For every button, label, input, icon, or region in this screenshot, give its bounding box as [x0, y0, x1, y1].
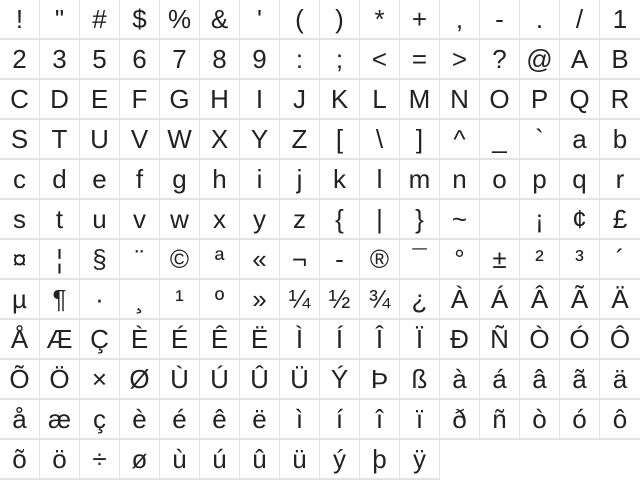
glyph-cell[interactable]: ß: [400, 360, 440, 400]
glyph-cell[interactable]: {: [320, 200, 360, 240]
glyph-cell[interactable]: è: [120, 400, 160, 440]
glyph-cell[interactable]: d: [40, 160, 80, 200]
glyph-cell[interactable]: R: [600, 80, 640, 120]
glyph-cell[interactable]: n: [440, 160, 480, 200]
glyph-cell[interactable]: µ: [0, 280, 40, 320]
glyph-cell[interactable]: J: [280, 80, 320, 120]
empty-area: [520, 440, 560, 480]
glyph-cell[interactable]: B: [600, 40, 640, 80]
glyph-cell[interactable]: ä: [600, 360, 640, 400]
glyph-cell[interactable]: §: [80, 240, 120, 280]
glyph-cell[interactable]: «: [240, 240, 280, 280]
glyph-cell[interactable]: X: [200, 120, 240, 160]
glyph-cell[interactable]: ó: [560, 400, 600, 440]
glyph-cell[interactable]: Ã: [560, 280, 600, 320]
glyph-cell[interactable]: å: [0, 400, 40, 440]
glyph-cell[interactable]: 5: [80, 40, 120, 80]
glyph-cell[interactable]: Ó: [560, 320, 600, 360]
glyph-cell[interactable]: õ: [0, 440, 40, 480]
glyph-cell[interactable]: y: [240, 200, 280, 240]
glyph-cell[interactable]: Ø: [120, 360, 160, 400]
glyph-cell[interactable]: à: [440, 360, 480, 400]
glyph-cell[interactable]: ì: [280, 400, 320, 440]
glyph-cell[interactable]: b: [600, 120, 640, 160]
glyph-cell[interactable]: S: [0, 120, 40, 160]
glyph-cell[interactable]: c: [0, 160, 40, 200]
glyph-cell[interactable]: ^: [440, 120, 480, 160]
glyph-cell[interactable]: Î: [360, 320, 400, 360]
glyph-cell[interactable]: À: [440, 280, 480, 320]
glyph-cell[interactable]: ×: [80, 360, 120, 400]
glyph-cell[interactable]: ¶: [40, 280, 80, 320]
glyph-cell[interactable]: ¤: [0, 240, 40, 280]
glyph-cell[interactable]: I: [240, 80, 280, 120]
glyph-cell[interactable]: -: [480, 0, 520, 40]
glyph-cell[interactable]: l: [360, 160, 400, 200]
glyph-cell[interactable]: Z: [280, 120, 320, 160]
glyph-cell[interactable]: Ì: [280, 320, 320, 360]
glyph-cell[interactable]: _: [480, 120, 520, 160]
glyph-cell[interactable]: ë: [240, 400, 280, 440]
glyph-cell[interactable]: Ï: [400, 320, 440, 360]
glyph-cell[interactable]: v: [120, 200, 160, 240]
glyph-cell[interactable]: ': [240, 0, 280, 40]
glyph-cell[interactable]: É: [160, 320, 200, 360]
glyph-cell[interactable]: >: [440, 40, 480, 80]
glyph-cell[interactable]: Ä: [600, 280, 640, 320]
glyph-cell[interactable]: D: [40, 80, 80, 120]
glyph-cell[interactable]: h: [200, 160, 240, 200]
glyph-cell[interactable]: ý: [320, 440, 360, 480]
glyph-cell[interactable]: Á: [480, 280, 520, 320]
glyph-cell[interactable]: ¦: [40, 240, 80, 280]
glyph-cell[interactable]: ù: [160, 440, 200, 480]
glyph-cell[interactable]: 2: [0, 40, 40, 80]
glyph-cell[interactable]: (: [280, 0, 320, 40]
glyph-cell[interactable]: T: [40, 120, 80, 160]
glyph-cell[interactable]: ;: [320, 40, 360, 80]
glyph-cell[interactable]: 8: [200, 40, 240, 80]
glyph-cell[interactable]: m: [400, 160, 440, 200]
glyph-cell[interactable]: :: [280, 40, 320, 80]
glyph-cell[interactable]: Ú: [200, 360, 240, 400]
glyph-cell[interactable]: Û: [240, 360, 280, 400]
glyph-cell[interactable]: ±: [480, 240, 520, 280]
glyph-cell[interactable]: Þ: [360, 360, 400, 400]
glyph-cell[interactable]: P: [520, 80, 560, 120]
glyph-cell[interactable]: s: [0, 200, 40, 240]
glyph-cell[interactable]: Æ: [40, 320, 80, 360]
glyph-cell[interactable]: ¬: [280, 240, 320, 280]
glyph-cell[interactable]: ø: [120, 440, 160, 480]
glyph-cell[interactable]: j: [280, 160, 320, 200]
glyph-cell[interactable]: Õ: [0, 360, 40, 400]
glyph-cell[interactable]: i: [240, 160, 280, 200]
glyph-cell[interactable]: ¡: [520, 200, 560, 240]
glyph-cell[interactable]: á: [480, 360, 520, 400]
glyph-cell[interactable]: ã: [560, 360, 600, 400]
glyph-cell[interactable]: ç: [80, 400, 120, 440]
glyph-cell[interactable]: L: [360, 80, 400, 120]
glyph-cell[interactable]: ö: [40, 440, 80, 480]
glyph-cell[interactable]: ¿: [400, 280, 440, 320]
glyph-cell[interactable]: a: [560, 120, 600, 160]
glyph-cell[interactable]: ): [320, 0, 360, 40]
glyph-cell[interactable]: ´: [600, 240, 640, 280]
glyph-cell[interactable]: F: [120, 80, 160, 120]
glyph-cell[interactable]: ¸: [120, 280, 160, 320]
glyph-cell[interactable]: 9: [240, 40, 280, 80]
glyph-cell[interactable]: Ý: [320, 360, 360, 400]
glyph-cell[interactable]: A: [560, 40, 600, 80]
glyph-cell[interactable]: ¾: [360, 280, 400, 320]
glyph-cell[interactable]: ô: [600, 400, 640, 440]
glyph-cell[interactable]: q: [560, 160, 600, 200]
glyph-cell[interactable]: °: [440, 240, 480, 280]
glyph-cell[interactable]: â: [520, 360, 560, 400]
glyph-cell[interactable]: @: [520, 40, 560, 80]
glyph-cell[interactable]: Ð: [440, 320, 480, 360]
glyph-cell[interactable]: î: [360, 400, 400, 440]
glyph-cell[interactable]: ®: [360, 240, 400, 280]
glyph-cell[interactable]: w: [160, 200, 200, 240]
glyph-cell[interactable]: #: [80, 0, 120, 40]
glyph-cell[interactable]: ê: [200, 400, 240, 440]
glyph-cell[interactable]: Ù: [160, 360, 200, 400]
glyph-cell[interactable]: Y: [240, 120, 280, 160]
glyph-cell[interactable]: H: [200, 80, 240, 120]
glyph-cell[interactable]: e: [80, 160, 120, 200]
glyph-cell-blank[interactable]: [480, 200, 520, 240]
glyph-cell[interactable]: Â: [520, 280, 560, 320]
glyph-cell[interactable]: é: [160, 400, 200, 440]
glyph-cell[interactable]: æ: [40, 400, 80, 440]
glyph-cell[interactable]: í: [320, 400, 360, 440]
glyph-cell[interactable]: ¯: [400, 240, 440, 280]
glyph-cell[interactable]: È: [120, 320, 160, 360]
glyph-cell[interactable]: ²: [520, 240, 560, 280]
glyph-cell[interactable]: ¹: [160, 280, 200, 320]
glyph-cell[interactable]: p: [520, 160, 560, 200]
glyph-cell[interactable]: ³: [560, 240, 600, 280]
glyph-cell[interactable]: ª: [200, 240, 240, 280]
glyph-cell[interactable]: U: [80, 120, 120, 160]
glyph-cell[interactable]: !: [0, 0, 40, 40]
glyph-cell[interactable]: ÷: [80, 440, 120, 480]
glyph-cell[interactable]: z: [280, 200, 320, 240]
glyph-cell[interactable]: ñ: [480, 400, 520, 440]
glyph-cell[interactable]: *: [360, 0, 400, 40]
glyph-cell[interactable]: ©: [160, 240, 200, 280]
glyph-cell[interactable]: &: [200, 0, 240, 40]
glyph-cell[interactable]: g: [160, 160, 200, 200]
glyph-cell[interactable]: [: [320, 120, 360, 160]
glyph-cell[interactable]: ú: [200, 440, 240, 480]
glyph-cell[interactable]: <: [360, 40, 400, 80]
glyph-cell[interactable]: Ë: [240, 320, 280, 360]
glyph-cell[interactable]: `: [520, 120, 560, 160]
glyph-cell[interactable]: N: [440, 80, 480, 120]
glyph-cell[interactable]: ·: [80, 280, 120, 320]
glyph-cell[interactable]: 3: [40, 40, 80, 80]
glyph-cell[interactable]: ,: [440, 0, 480, 40]
glyph-cell[interactable]: O: [480, 80, 520, 120]
glyph-cell[interactable]: $: [120, 0, 160, 40]
glyph-cell[interactable]: 7: [160, 40, 200, 80]
glyph-cell[interactable]: t: [40, 200, 80, 240]
glyph-cell[interactable]: Q: [560, 80, 600, 120]
glyph-cell[interactable]: /: [560, 0, 600, 40]
glyph-cell[interactable]: ü: [280, 440, 320, 480]
glyph-cell[interactable]: ¼: [280, 280, 320, 320]
glyph-cell[interactable]: C: [0, 80, 40, 120]
glyph-cell[interactable]: Ò: [520, 320, 560, 360]
glyph-cell[interactable]: %: [160, 0, 200, 40]
glyph-cell[interactable]: ½: [320, 280, 360, 320]
glyph-cell[interactable]: +: [400, 0, 440, 40]
glyph-cell[interactable]: Ç: [80, 320, 120, 360]
glyph-cell[interactable]: f: [120, 160, 160, 200]
glyph-cell[interactable]: Ô: [600, 320, 640, 360]
glyph-cell[interactable]: G: [160, 80, 200, 120]
glyph-cell[interactable]: k: [320, 160, 360, 200]
glyph-cell[interactable]: 1: [600, 0, 640, 40]
glyph-cell[interactable]: Ñ: [480, 320, 520, 360]
glyph-cell[interactable]: 6: [120, 40, 160, 80]
glyph-cell[interactable]: ¢: [560, 200, 600, 240]
glyph-cell[interactable]: r: [600, 160, 640, 200]
glyph-cell[interactable]: ð: [440, 400, 480, 440]
empty-area: [480, 440, 520, 480]
glyph-cell[interactable]: -: [320, 240, 360, 280]
glyph-cell[interactable]: E: [80, 80, 120, 120]
glyph-cell[interactable]: u: [80, 200, 120, 240]
glyph-cell[interactable]: }: [400, 200, 440, 240]
glyph-cell[interactable]: Å: [0, 320, 40, 360]
glyph-cell[interactable]: ï: [400, 400, 440, 440]
glyph-cell[interactable]: Ü: [280, 360, 320, 400]
glyph-cell[interactable]: »: [240, 280, 280, 320]
empty-area: [560, 440, 600, 480]
glyph-cell[interactable]: V: [120, 120, 160, 160]
glyph-cell[interactable]: ~: [440, 200, 480, 240]
glyph-cell[interactable]: o: [480, 160, 520, 200]
glyph-cell[interactable]: \: [360, 120, 400, 160]
glyph-cell[interactable]: º: [200, 280, 240, 320]
glyph-cell[interactable]: ": [40, 0, 80, 40]
glyph-cell[interactable]: þ: [360, 440, 400, 480]
glyph-cell[interactable]: ]: [400, 120, 440, 160]
glyph-cell[interactable]: |: [360, 200, 400, 240]
glyph-cell[interactable]: .: [520, 0, 560, 40]
glyph-cell[interactable]: ò: [520, 400, 560, 440]
glyph-cell[interactable]: =: [400, 40, 440, 80]
glyph-cell[interactable]: ¨: [120, 240, 160, 280]
glyph-cell[interactable]: Í: [320, 320, 360, 360]
glyph-cell[interactable]: £: [600, 200, 640, 240]
glyph-cell[interactable]: W: [160, 120, 200, 160]
glyph-cell[interactable]: x: [200, 200, 240, 240]
glyph-cell[interactable]: K: [320, 80, 360, 120]
glyph-cell[interactable]: ?: [480, 40, 520, 80]
glyph-cell[interactable]: M: [400, 80, 440, 120]
empty-area: [440, 440, 480, 480]
empty-area: [600, 440, 640, 480]
glyph-cell[interactable]: û: [240, 440, 280, 480]
glyph-cell[interactable]: Ê: [200, 320, 240, 360]
glyph-cell[interactable]: ÿ: [400, 440, 440, 480]
glyph-cell[interactable]: Ö: [40, 360, 80, 400]
